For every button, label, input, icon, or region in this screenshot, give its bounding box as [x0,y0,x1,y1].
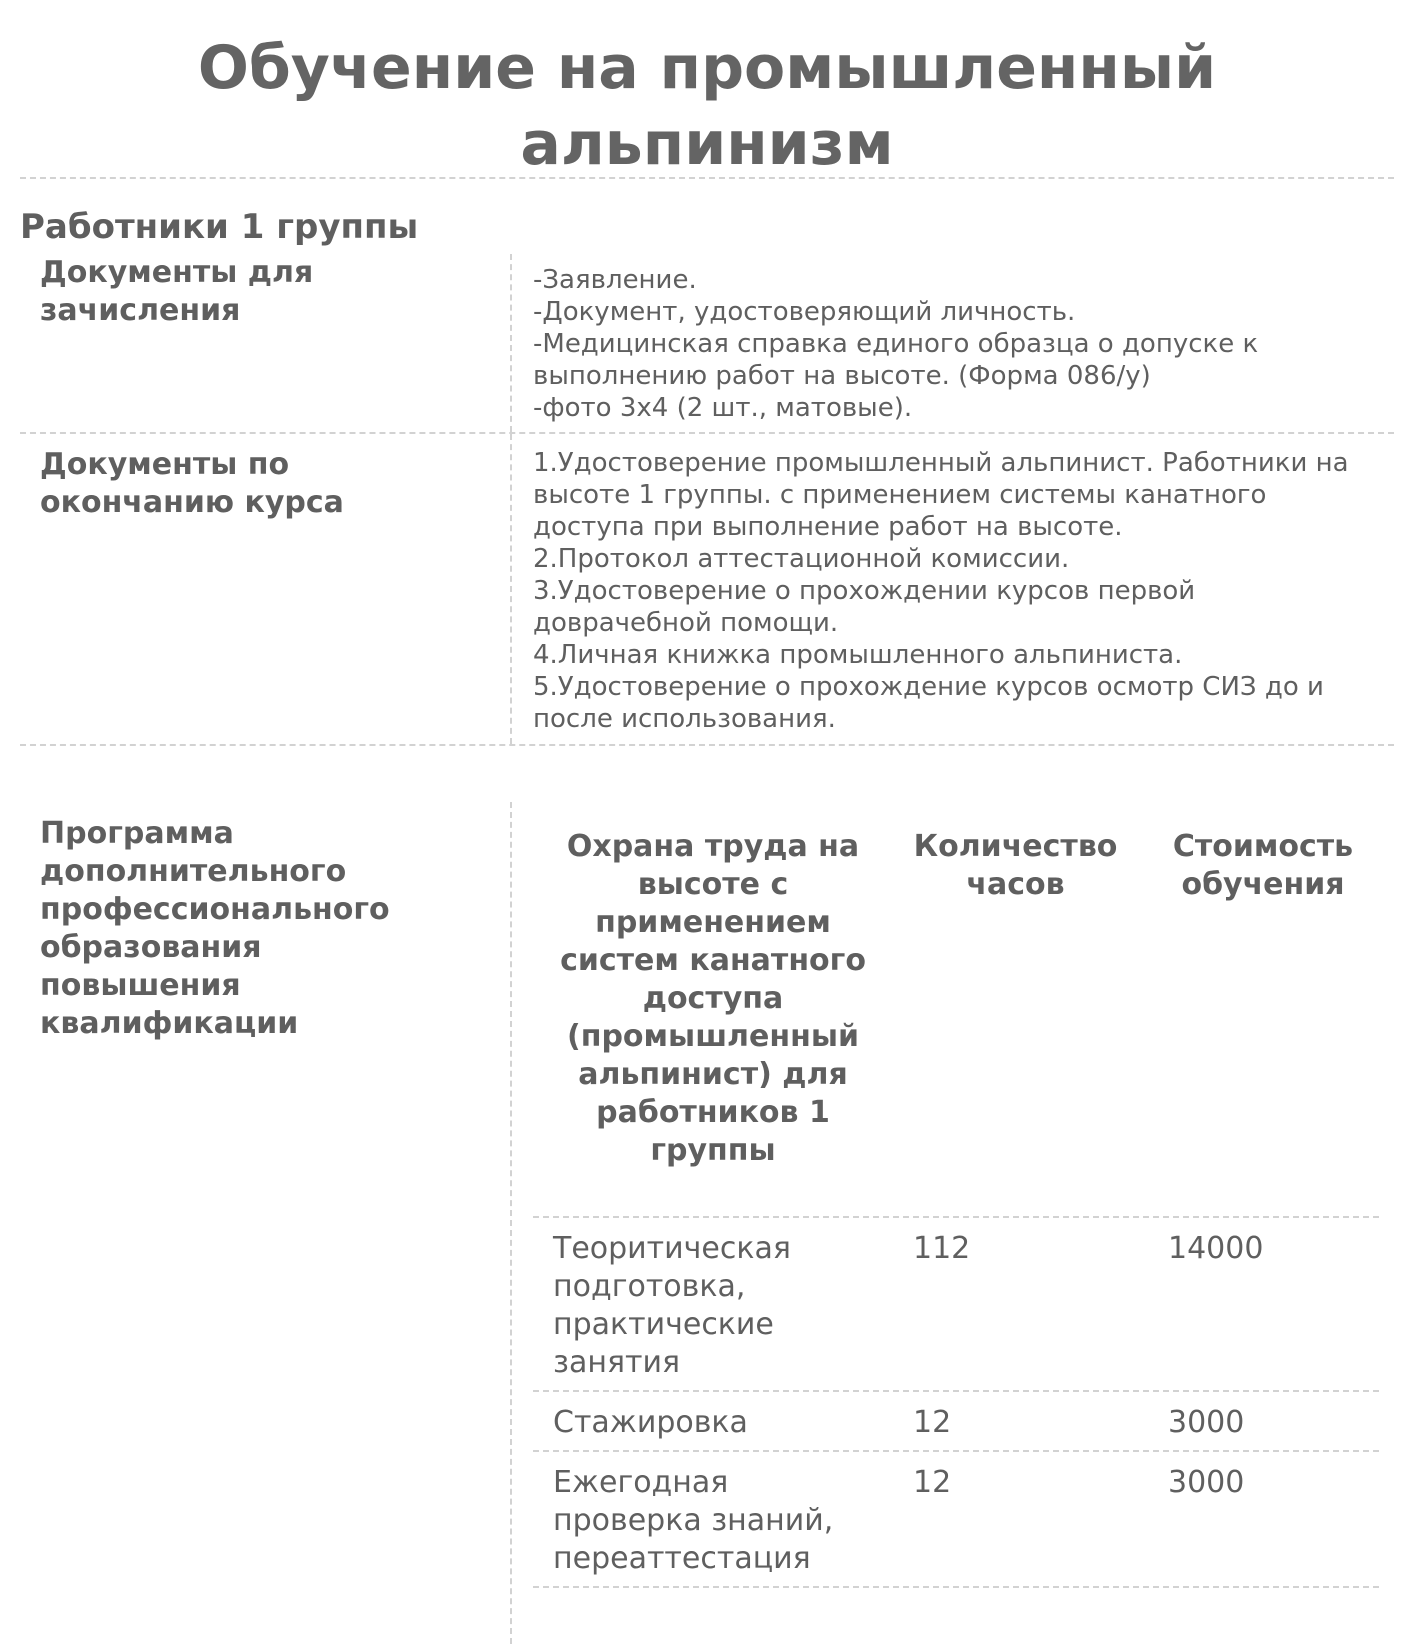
cell-cost: 3000 [1168,1465,1245,1500]
program-label: Программа дополнительного профессионального образования повышения квалификации [40,816,390,1041]
list-item: 1.Удостоверение промышленный альпинист. Работники на высоте 1 группы. с применением системы канатного доступа при выполнение работ на высоте. [533,448,1349,542]
cell-hours: 112 [913,1231,971,1266]
list-item: 3.Удостоверение о прохождении курсов первой доврачебной помощи. [533,576,1196,638]
list-item: 2.Протокол аттестационной комиссии. [533,544,1070,574]
list-item: 4.Личная книжка промышленного альпиниста. [533,640,1183,670]
list-item: -Документ, удостоверяющий личность. [533,297,1076,327]
enrollment-column-divider [510,254,512,432]
cell-hours: 12 [913,1465,952,1500]
table-header [533,818,1379,1216]
course-price-table [533,818,1379,1588]
table-row [533,1216,1379,1390]
program-column-divider [510,802,512,1644]
list-item: -Медицинская справка единого образца о допуске к выполнению работ на высоте. (Форма 086/у) [533,329,1259,391]
cell-course: Теоритическая подготовка, практические занятия [553,1231,791,1380]
header-hours: Количество часов [913,829,1118,902]
cell-cost: 3000 [1168,1405,1245,1440]
enrollment-docs-label: Документы для зачисления [40,255,314,328]
table-bottom-border [533,1586,1379,1588]
header-cost: Стоимость обучения [1172,829,1354,902]
cell-course: Ежегодная проверка знаний, переаттестация [553,1465,834,1576]
enrollment-docs-list [533,264,1373,424]
completion-docs-label: Документы по окончанию курса [40,447,344,520]
list-item: 5.Удостоверение о прохождение курсов осмотр СИЗ до и после использования. [533,672,1324,734]
list-item: -Заявление. [533,265,697,295]
list-item: -фото 3х4 (2 шт., матовые). [533,393,913,423]
header-course: Охрана труда на высоте с применением систем канатного доступа (промышленный альпинист) для работников 1 группы [560,829,866,1168]
cell-cost: 14000 [1168,1231,1264,1266]
completion-docs-list [533,447,1363,735]
row-divider [20,744,1394,746]
row-divider [20,432,1394,434]
title-divider [20,177,1394,179]
page-title: Обучение на промышленный альпинизм [197,33,1217,179]
cell-course: Стажировка [553,1405,748,1440]
completion-column-divider [510,434,512,744]
cell-hours: 12 [913,1405,952,1440]
table-row [533,1390,1379,1450]
group-heading: Работники 1 группы [20,207,419,247]
table-row [533,1450,1379,1586]
